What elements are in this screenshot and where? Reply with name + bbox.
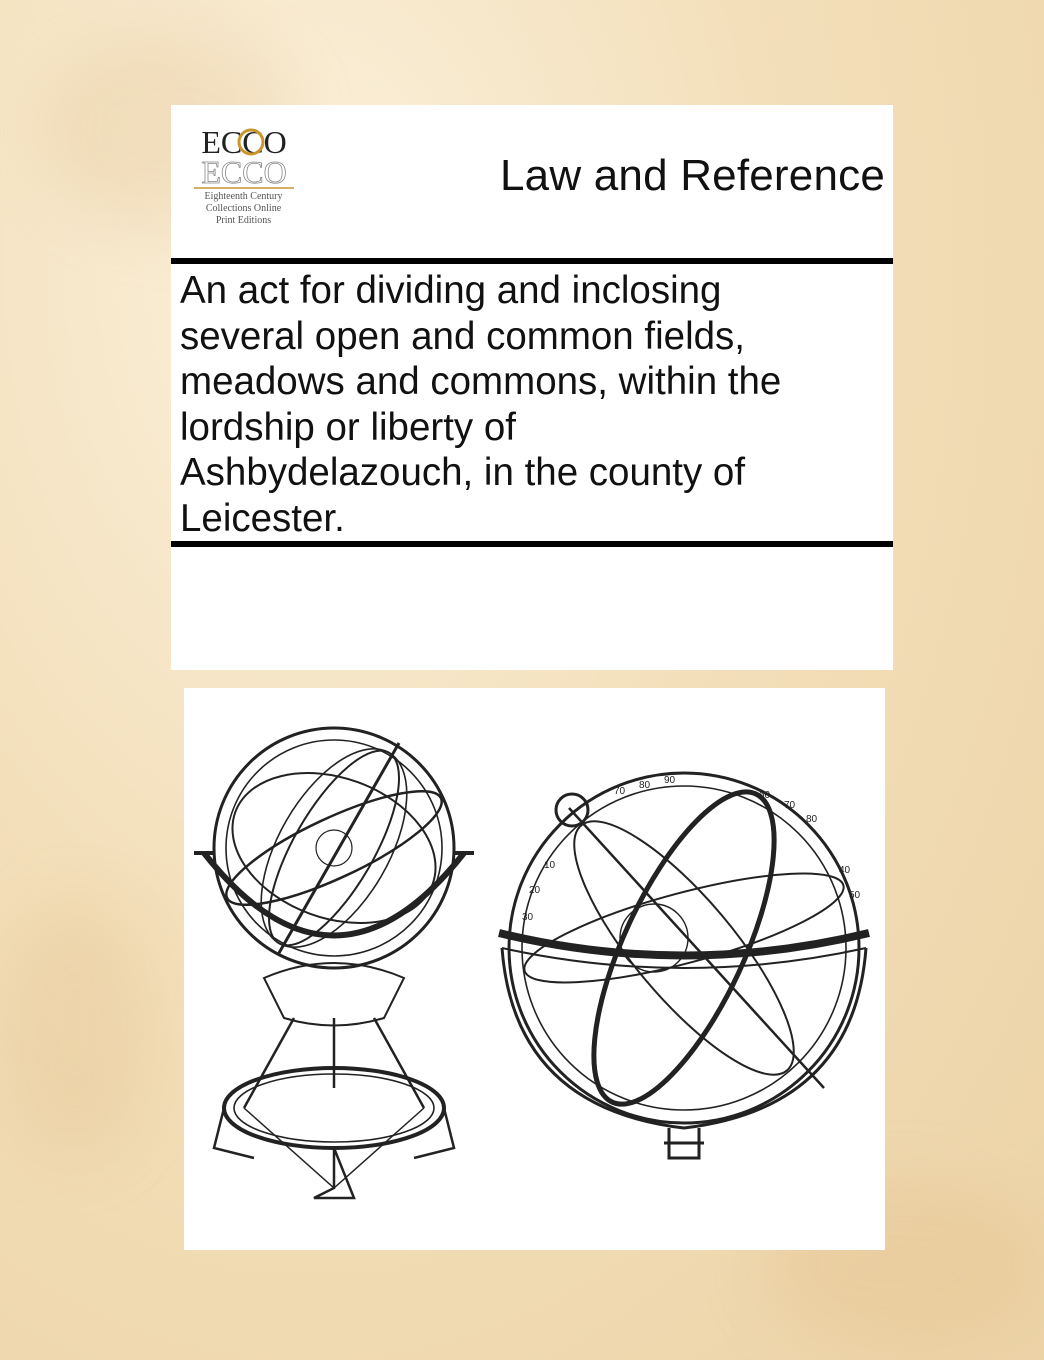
ring-numeral: 70 xyxy=(614,786,626,797)
ring-numeral: 10 xyxy=(544,860,556,871)
ring-numeral: 40 xyxy=(839,865,851,876)
bottom-divider xyxy=(171,541,893,547)
book-title: An act for dividing and inclosing several open and common fields, meadows and commons, within the lordship or liberty of Ashbydelazouch, in the county of Leicester. xyxy=(180,269,782,540)
armillary-sphere-on-stand xyxy=(194,725,474,1198)
parchment-stain xyxy=(0,900,150,1160)
logo-mark-bottom: ECCO xyxy=(200,154,287,189)
ring-numeral: 30 xyxy=(522,912,534,923)
cover-text-panel xyxy=(171,105,893,670)
top-divider xyxy=(171,258,893,264)
ring-numeral: 80 xyxy=(806,814,818,825)
ecco-logo-mark xyxy=(189,123,299,189)
armillary-sphere-hemisphere xyxy=(499,769,869,1158)
illustration-panel xyxy=(184,688,885,1250)
ecco-logo xyxy=(186,123,301,243)
ring-numerals xyxy=(522,775,861,923)
ring-numeral: 50 xyxy=(849,890,861,901)
ring-numeral: 70 xyxy=(784,800,796,811)
ring-numeral: 60 xyxy=(759,790,771,801)
logo-caption xyxy=(186,191,301,227)
logo-line: Collections Online xyxy=(205,203,282,214)
ring-numeral: 20 xyxy=(529,885,541,896)
armillary-illustration xyxy=(184,688,885,1250)
ring-numeral: 80 xyxy=(639,780,651,791)
ring-numeral: 90 xyxy=(664,775,676,786)
cover-header xyxy=(171,105,893,257)
logo-mark-top: ECCO xyxy=(200,124,287,160)
series-label: Law and Reference xyxy=(500,151,885,200)
logo-line: Eighteenth Century xyxy=(204,191,283,202)
logo-line: Print Editions xyxy=(215,215,272,226)
